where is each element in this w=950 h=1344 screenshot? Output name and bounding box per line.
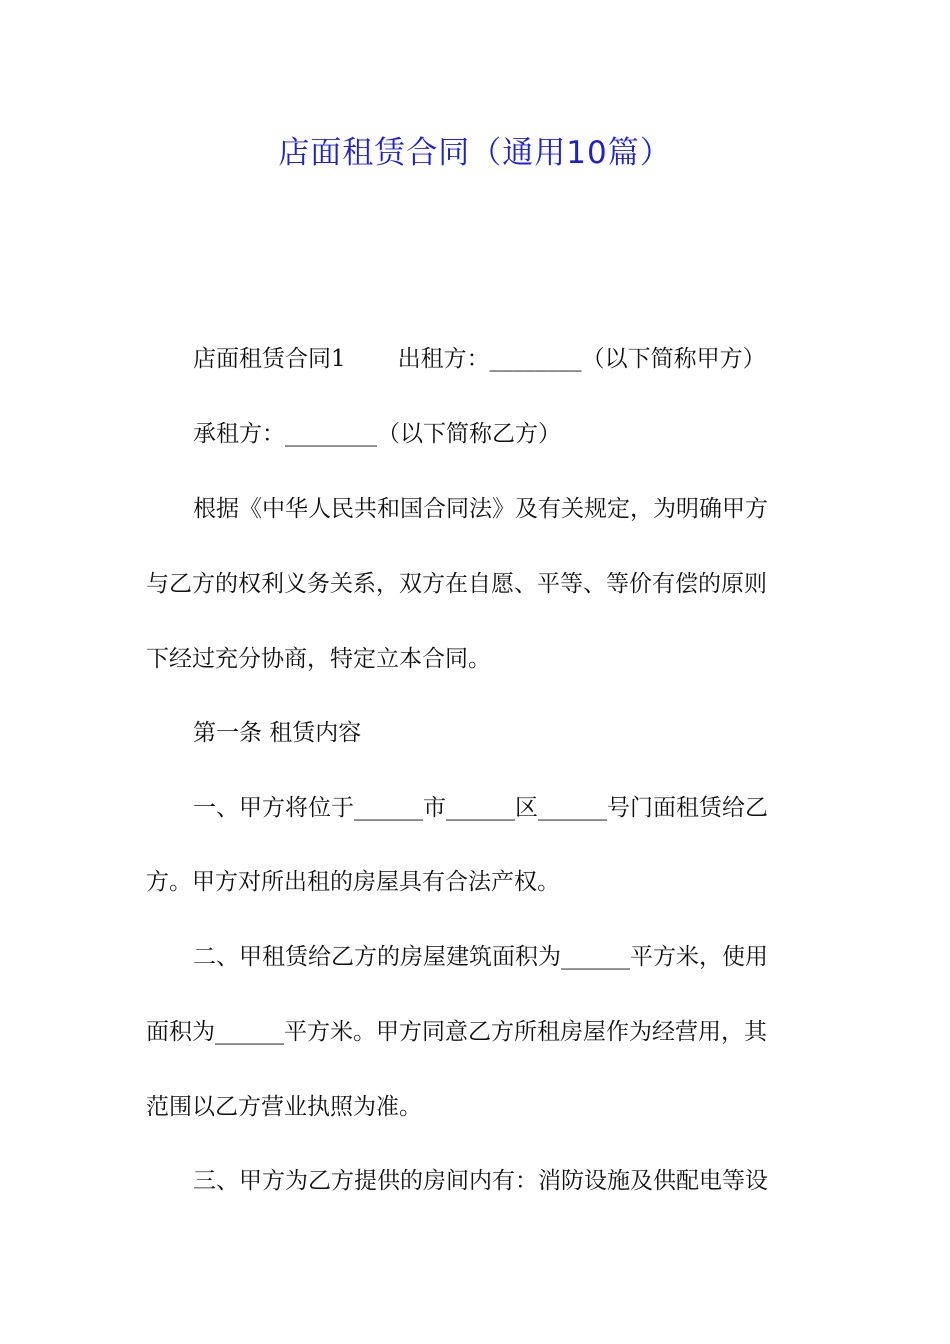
lessor-line: 出租方：________（以下简称甲方）	[397, 346, 766, 372]
article-1-heading: 第一条 租赁内容	[193, 720, 362, 746]
clause-2-line-1: 二、甲租赁给乙方的房屋建筑面积为______平方米，使用	[193, 944, 768, 970]
clause-3-line-1: 三、甲方为乙方提供的房间内有：消防设施及供配电等设	[193, 1168, 768, 1194]
lessee-line: 承租方：________（以下简称乙方）	[193, 421, 561, 447]
contract-header-line	[193, 339, 766, 379]
clause-2-line-2: 面积为______平方米。甲方同意乙方所租房屋作为经营用，其	[146, 1019, 767, 1045]
clause-2-line-3: 范围以乙方营业执照为准。	[146, 1094, 422, 1120]
document-title: 店面租赁合同（通用10篇）	[278, 135, 672, 171]
clause-1-line-2: 方。甲方对所出租的房屋具有合法产权。	[146, 869, 560, 895]
preamble-line-2: 与乙方的权利义务关系，双方在自愿、平等、等价有偿的原则	[146, 571, 767, 597]
contract-number: 店面租赁合同1	[193, 346, 346, 372]
preamble-line-3: 下经过充分协商，特定立本合同。	[146, 646, 491, 672]
clause-1-line-1: 一、甲方将位于______市______区______号门面租赁给乙	[193, 795, 768, 821]
preamble-line-1: 根据《中华人民共和国合同法》及有关规定，为明确甲方	[193, 496, 768, 522]
